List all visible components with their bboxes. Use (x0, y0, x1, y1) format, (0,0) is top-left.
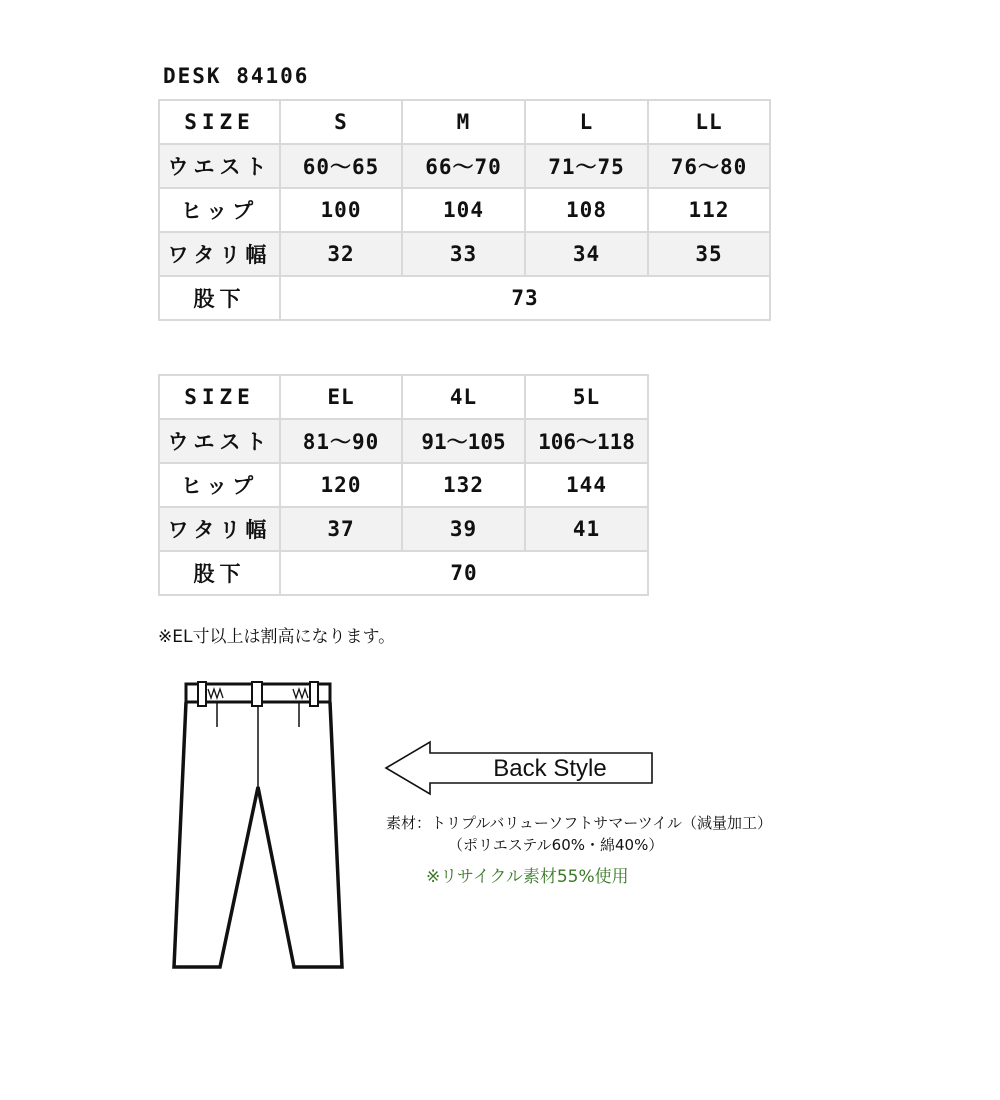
row-label-thigh: ワタリ幅 (159, 507, 280, 551)
cell: 132 (402, 463, 525, 507)
cell: 41 (525, 507, 648, 551)
table-row (159, 144, 770, 188)
cell: 100 (280, 188, 402, 232)
row-label-inseam: 股下 (159, 551, 280, 595)
header-ll: LL (648, 100, 770, 144)
cell: 32 (280, 232, 402, 276)
row-label-thigh: ワタリ幅 (159, 232, 280, 276)
size-table-2 (158, 374, 649, 596)
row-label-hip: ヒップ (159, 188, 280, 232)
table-row (159, 276, 770, 320)
cell: 76～80 (648, 144, 770, 188)
row-label-waist: ウエスト (159, 144, 280, 188)
cell: 33 (402, 232, 525, 276)
material-info (386, 812, 772, 856)
header-s: S (280, 100, 402, 144)
cell: 66～70 (402, 144, 525, 188)
cell: 91～105 (402, 419, 525, 463)
cell-inseam: 70 (280, 551, 648, 595)
cell: 104 (402, 188, 525, 232)
cell: 106～118 (525, 419, 648, 463)
size-table-1 (158, 99, 771, 321)
header-m: M (402, 100, 525, 144)
cell: 108 (525, 188, 648, 232)
cell: 60～65 (280, 144, 402, 188)
cell: 81～90 (280, 419, 402, 463)
cell-inseam: 73 (280, 276, 770, 320)
material-line: 素材：トリプルバリューソフトサマーツイル（減量加工） (386, 814, 772, 832)
header-size: SIZE (159, 100, 280, 144)
table-row (159, 419, 648, 463)
cell: 34 (525, 232, 648, 276)
cell: 71～75 (525, 144, 648, 188)
row-label-inseam: 股下 (159, 276, 280, 320)
header-size: SIZE (159, 375, 280, 419)
back-style-label: Back Style (493, 755, 607, 782)
table-row (159, 188, 770, 232)
cell: 120 (280, 463, 402, 507)
model-number: DESK 84106 (163, 64, 310, 88)
row-label-waist: ウエスト (159, 419, 280, 463)
price-note: ※EL寸以上は割高になります。 (158, 627, 396, 647)
recycle-note: ※リサイクル素材55%使用 (426, 867, 629, 887)
cell: 144 (525, 463, 648, 507)
header-l: L (525, 100, 648, 144)
table-row (159, 375, 648, 419)
cell: 39 (402, 507, 525, 551)
header-el: EL (280, 375, 402, 419)
material-composition: （ポリエステル60%・綿40%） (448, 836, 664, 854)
table-row (159, 507, 648, 551)
header-5l: 5L (525, 375, 648, 419)
cell: 37 (280, 507, 402, 551)
cell: 35 (648, 232, 770, 276)
table-row (159, 100, 770, 144)
table-row (159, 463, 648, 507)
table-row (159, 551, 648, 595)
table-row (159, 232, 770, 276)
header-4l: 4L (402, 375, 525, 419)
cell: 112 (648, 188, 770, 232)
pants-back-icon (168, 677, 350, 973)
row-label-hip: ヒップ (159, 463, 280, 507)
